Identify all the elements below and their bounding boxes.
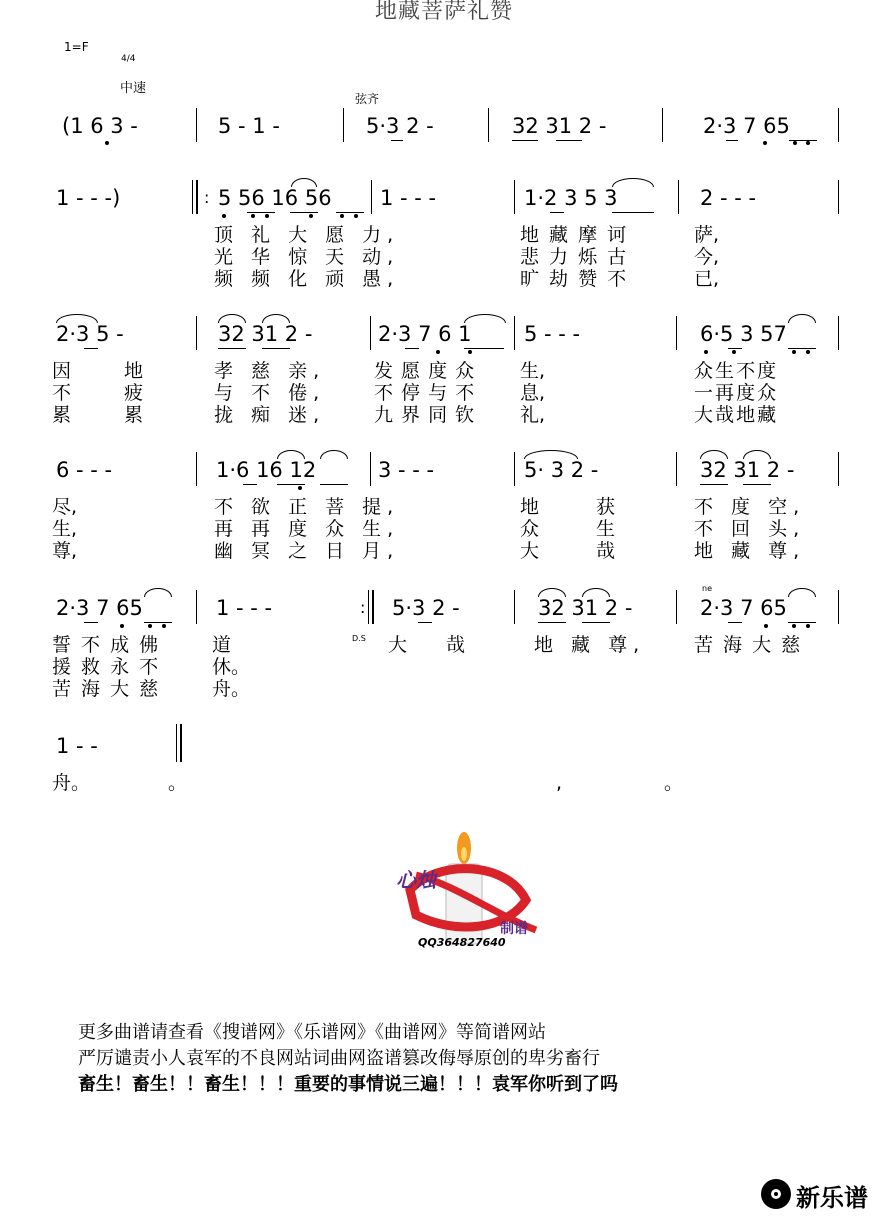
- barline: [676, 590, 677, 624]
- lyric: 不 度 空,: [694, 496, 806, 518]
- barline: [192, 180, 193, 214]
- lyric: 尽,: [52, 496, 78, 518]
- measure: 2·3 7 65: [56, 596, 143, 620]
- barline: [838, 316, 839, 350]
- lyric: 大 哉 地 藏: [694, 404, 775, 426]
- score-row-2: [0, 186, 888, 296]
- lyric: 地 藏 尊,: [694, 540, 806, 562]
- underline: [144, 622, 172, 623]
- octave-dot: [265, 214, 269, 218]
- barline: [370, 316, 371, 350]
- underline: [512, 140, 538, 141]
- barline: [196, 590, 197, 624]
- measure: 6 - - -: [56, 458, 113, 482]
- lyric: 生: [596, 518, 616, 540]
- measure: 3 - - -: [378, 458, 435, 482]
- octave-dot: [792, 624, 796, 628]
- candle-logo: [396, 820, 546, 960]
- lyric: 因: [52, 360, 72, 382]
- lyric: 不: [52, 382, 72, 404]
- measure: 2 - - -: [700, 186, 757, 210]
- final-barline: [176, 724, 177, 762]
- underline: [788, 622, 816, 623]
- lyric: 地 藏 尊,: [534, 634, 646, 656]
- repeat-dots: :: [360, 598, 366, 617]
- lyric: 地: [124, 360, 144, 382]
- lyric: 舟。: [52, 772, 91, 794]
- underline: [728, 622, 742, 623]
- measure: 32 31 2 -: [218, 322, 313, 346]
- disc-icon: [760, 1178, 792, 1210]
- measure: 6·5 3 57: [700, 322, 787, 346]
- lyric: 众 生 不 度: [694, 360, 775, 382]
- ne-mark: ne: [702, 584, 712, 593]
- slur: [464, 314, 506, 323]
- barline: [514, 316, 515, 350]
- barline: [838, 180, 839, 214]
- octave-dot: [222, 214, 226, 218]
- underline: [290, 212, 318, 213]
- underline: [336, 212, 364, 213]
- barline: [676, 452, 677, 486]
- lyric: 舟。: [212, 678, 251, 700]
- underline: [556, 140, 582, 141]
- barline: [838, 452, 839, 486]
- lyric: 大: [388, 634, 408, 656]
- underline: [84, 348, 98, 349]
- measure: 1 - - -: [216, 596, 273, 620]
- octave-dot: [806, 350, 810, 354]
- lyric: 幽 冥 之 日 月,: [214, 540, 400, 562]
- measure: 1 - - -: [380, 186, 437, 210]
- lyric: 众: [520, 518, 540, 540]
- score-row-4: [0, 458, 888, 568]
- barline: [678, 180, 679, 214]
- underline: [612, 212, 654, 213]
- slur: [743, 450, 771, 459]
- logo-text: 心烛: [396, 868, 436, 892]
- measure: 1·2 3 5 3: [524, 186, 618, 210]
- octave-dot: [120, 624, 124, 628]
- barline: [370, 452, 371, 486]
- octave-dot: [806, 624, 810, 628]
- lyric: 一 再 度 众: [694, 382, 775, 404]
- underline: [538, 622, 566, 623]
- octave-dot: [793, 141, 797, 145]
- footer-line: 畜生！畜生！！畜生！！！重要的事情说三遍！！！袁军你听到了吗: [78, 1074, 618, 1095]
- footer-line: 更多曲谱请查看《搜谱网》《乐谱网》《曲谱网》等简谱网站: [78, 1022, 546, 1043]
- underline: [277, 484, 305, 485]
- octave-dot: [309, 214, 313, 218]
- lyric: 累: [52, 404, 72, 426]
- lyric: 地: [520, 496, 540, 518]
- slur: [524, 450, 578, 459]
- underline: [243, 484, 257, 485]
- measure: 5·3 2 -: [392, 596, 460, 620]
- barline: [488, 108, 489, 142]
- ds-mark: D.S: [352, 634, 366, 643]
- lyric: 不 停 与 不: [374, 382, 476, 404]
- octave-dot: [298, 486, 302, 490]
- barline: [676, 316, 677, 350]
- score-row-3: [0, 322, 888, 432]
- octave-dot: [763, 141, 767, 145]
- octave-dot: [105, 141, 109, 145]
- measure: 32 31 2 -: [512, 114, 607, 138]
- octave-dot: [340, 214, 344, 218]
- underline: [550, 212, 564, 213]
- lyric: 尊,: [52, 540, 78, 562]
- underline: [391, 140, 403, 141]
- lyric: 道: [212, 634, 232, 656]
- lyric: 苦 海 大 慈: [694, 634, 803, 656]
- measure: 5·3 2 -: [366, 114, 434, 138]
- slur: [277, 450, 305, 459]
- octave-dot: [162, 624, 166, 628]
- measure: (1 6 3 -: [62, 114, 138, 138]
- lyric: 不 回 头,: [694, 518, 806, 540]
- octave-dot: [732, 350, 736, 354]
- lyric: 拢 痴 迷,: [214, 404, 326, 426]
- slur: [538, 588, 566, 597]
- octave-dot: [468, 350, 472, 354]
- barline: [343, 108, 344, 142]
- lyric: 已,: [694, 268, 720, 290]
- score-row-5: [0, 584, 888, 706]
- barline: [196, 452, 197, 486]
- lyric: 息,: [520, 382, 546, 404]
- lyric: 频 频 化 顽 愚,: [214, 268, 400, 290]
- octave-dot: [251, 214, 255, 218]
- lyric: ,: [556, 772, 563, 794]
- lyric: 今,: [694, 246, 720, 268]
- underline: [84, 622, 98, 623]
- logo-qq: QQ364827640: [418, 936, 506, 949]
- barline: [514, 452, 515, 486]
- lyric: 生,: [520, 360, 546, 382]
- lyric: 誓 不 成 佛: [52, 634, 161, 656]
- measure: 2·3 5 -: [56, 322, 124, 346]
- underline: [262, 348, 290, 349]
- underline: [582, 622, 610, 623]
- barline: [196, 108, 197, 142]
- octave-dot: [806, 141, 810, 145]
- lyric: 旷 劫 赞 不: [520, 268, 629, 290]
- key-signature: 1=F: [64, 40, 89, 54]
- underline: [743, 484, 771, 485]
- brand-logo: [760, 1176, 884, 1212]
- lyric: 大: [520, 540, 540, 562]
- brand-name: 新乐谱: [796, 1184, 868, 1212]
- measure: 5· 3 2 -: [524, 458, 599, 482]
- measure: 2·3 7 6 1: [378, 322, 472, 346]
- slur: [320, 450, 348, 459]
- measure: 1 - - -): [56, 186, 121, 210]
- slur: [612, 178, 654, 187]
- measure: 32 31 2 -: [538, 596, 633, 620]
- underline: [464, 348, 504, 349]
- score-title: 地藏菩萨礼赞: [374, 0, 513, 24]
- octave-dot: [704, 350, 708, 354]
- underline: [728, 348, 742, 349]
- lyric: 与 不 倦,: [214, 382, 326, 404]
- lyric: 发 愿 度 众: [374, 360, 476, 382]
- repeat-barline: [372, 590, 374, 624]
- barline: [662, 108, 663, 142]
- lyric: 累: [124, 404, 144, 426]
- slur: [262, 314, 290, 323]
- lyric: 不 欲 正 菩 提,: [214, 496, 400, 518]
- lyric: 再 再 度 众 生,: [214, 518, 400, 540]
- lyric: 休。: [212, 656, 251, 678]
- octave-dot: [148, 624, 152, 628]
- measure: 1·6 16 12: [216, 458, 317, 482]
- time-signature: 4/4: [121, 54, 136, 64]
- lyric: 获: [596, 496, 616, 518]
- slur: [582, 588, 610, 597]
- lyric: 哉: [596, 540, 616, 562]
- barline: [838, 108, 839, 142]
- mark-xianqi: 弦齐: [355, 92, 380, 106]
- octave-dot: [764, 624, 768, 628]
- underline: [247, 212, 275, 213]
- measure: 5 56 16 56: [218, 186, 332, 210]
- barline: [371, 180, 372, 214]
- lyric: 光 华 惊 天 动,: [214, 246, 400, 268]
- underline: [418, 622, 432, 623]
- score-row-6: [0, 734, 888, 804]
- slur: [700, 450, 728, 459]
- lyric: 。: [168, 772, 188, 794]
- score-row-1: [0, 114, 888, 154]
- measure: 2·3 7 65: [700, 596, 787, 620]
- final-barline: [180, 724, 182, 762]
- lyric: 礼,: [520, 404, 546, 426]
- underline: [726, 140, 738, 141]
- slur: [218, 314, 246, 323]
- slur: [788, 588, 816, 597]
- barline: [368, 590, 369, 624]
- footer-line: 严厉谴责小人袁军的不良网站词曲网盗谱篡改侮辱原创的卑劣畜行: [78, 1048, 600, 1069]
- underline: [405, 348, 419, 349]
- octave-dot: [792, 350, 796, 354]
- barline: [196, 316, 197, 350]
- underline: [320, 484, 348, 485]
- logo-text: 制谱: [500, 921, 528, 937]
- measure: 5 - - -: [524, 322, 581, 346]
- measure: 32 31 2 -: [700, 458, 795, 482]
- underline: [788, 348, 816, 349]
- barline: [514, 180, 515, 214]
- lyric: 孝 慈 亲,: [214, 360, 326, 382]
- repeat-dots: :: [204, 188, 210, 207]
- measure: 2·3 7 65: [703, 114, 790, 138]
- measure: 5 - 1 -: [218, 114, 280, 138]
- lyric: 苦 海 大 慈: [52, 678, 161, 700]
- tempo-mark: 中速: [120, 81, 147, 96]
- lyric: 疲: [124, 382, 144, 404]
- lyric: 地 藏 摩 诃: [520, 224, 629, 246]
- slur: [291, 178, 317, 187]
- lyric: 萨,: [694, 224, 720, 246]
- lyric: 九 界 同 钦: [374, 404, 476, 426]
- slur: [56, 314, 98, 323]
- underline: [700, 484, 728, 485]
- lyric: 援 救 永 不: [52, 656, 161, 678]
- octave-dot: [436, 350, 440, 354]
- lyric: 。: [664, 772, 684, 794]
- lyric: 顶 礼 大 愿 力,: [214, 224, 400, 246]
- barline: [838, 590, 839, 624]
- underline: [218, 348, 246, 349]
- slur: [144, 588, 172, 597]
- octave-dot: [354, 214, 358, 218]
- slur: [788, 314, 816, 323]
- barline: [514, 590, 515, 624]
- lyric: 悲 力 烁 古: [520, 246, 629, 268]
- measure: 1 - -: [56, 734, 98, 758]
- lyric: 生,: [52, 518, 78, 540]
- lyric: 哉: [446, 634, 466, 656]
- repeat-barline: [196, 180, 198, 214]
